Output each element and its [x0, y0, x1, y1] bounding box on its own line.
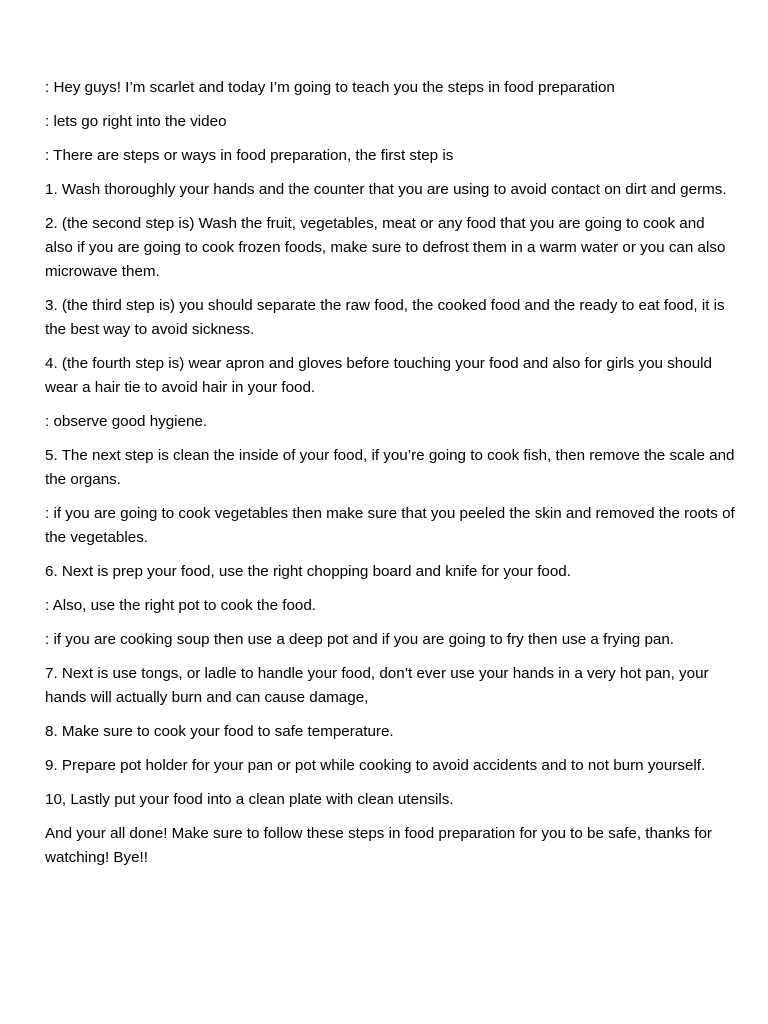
paragraph-soup-note: : if you are cooking soup then use a deep pot and if you are going to fry then use a frying pan. — [45, 631, 675, 648]
paragraph-step-1: 1. Wash thoroughly your hands and the counter that you are using to avoid contact on dirt and germs. — [45, 181, 727, 198]
paragraph-step-5: 5. The next step is clean the inside of your food, if you’re going to cook fish, then remove the scale and the organs. — [45, 447, 735, 488]
document-body — [45, 76, 735, 880]
paragraph-closing: And your all done! Make sure to follow these steps in food preparation for you to be safe, thanks for watching! Bye!! — [45, 825, 712, 866]
paragraph-step-3: 3. (the third step is) you should separate the raw food, the cooked food and the ready to eat food, it is the best way to avoid sickness. — [45, 297, 725, 338]
paragraph-intro: : Hey guys! I’m scarlet and today I’m going to teach you the steps in food preparation — [45, 79, 615, 96]
paragraph-step-6: 6. Next is prep your food, use the right chopping board and knife for your food. — [45, 563, 571, 580]
paragraph-step-2: 2. (the second step is) Wash the fruit, vegetables, meat or any food that you are going to cook and also if you are going to cook frozen foods, make sure to defrost them in a warm water or you can also microwave them. — [45, 215, 726, 280]
paragraph-vegetables-note: : if you are going to cook vegetables then make sure that you peeled the skin and removed the roots of the vegetables. — [45, 505, 735, 546]
paragraph-step-4: 4. (the fourth step is) wear apron and gloves before touching your food and also for girls you should wear a hair tie to avoid hair in your food. — [45, 355, 712, 396]
paragraph-hygiene-note: : observe good hygiene. — [45, 413, 208, 430]
paragraph-pot-note: : Also, use the right pot to cook the food. — [45, 597, 317, 614]
paragraph-step-7: 7. Next is use tongs, or ladle to handle your food, don’t ever use your hands in a very hot pan, your hands will actually burn and can cause damage, — [45, 665, 709, 706]
paragraph-step-10: 10, Lastly put your food into a clean plate with clean utensils. — [45, 791, 454, 808]
paragraph-video: : lets go right into the video — [45, 113, 227, 130]
paragraph-step-9: 9. Prepare pot holder for your pan or pot while cooking to avoid accidents and to not burn yourself. — [45, 757, 706, 774]
paragraph-steps-intro: : There are steps or ways in food preparation, the first step is — [45, 147, 454, 164]
paragraph-step-8: 8. Make sure to cook your food to safe temperature. — [45, 723, 394, 740]
